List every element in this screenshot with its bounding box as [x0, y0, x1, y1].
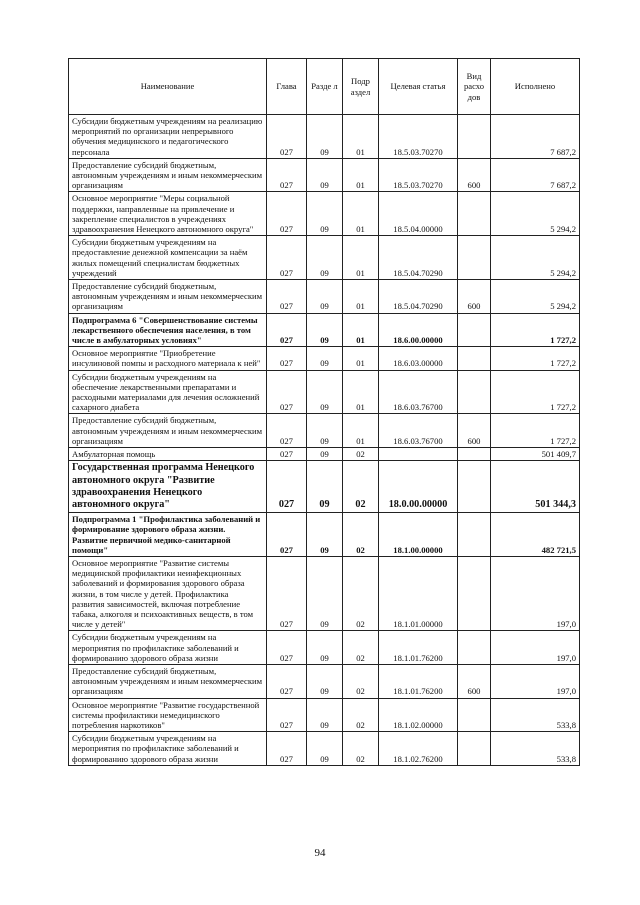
cell-glava: 027 — [267, 732, 307, 766]
table-row — [69, 313, 580, 347]
table-row — [69, 631, 580, 665]
cell-podrazdel: 01 — [343, 313, 379, 347]
cell-podrazdel: 02 — [343, 631, 379, 665]
cell-celevaya: 18.5.04.70290 — [379, 280, 458, 314]
table-row — [69, 414, 580, 448]
cell-name: Основное мероприятие "Приобретение инсулиновой помпы и расходного материала к ней" — [69, 347, 267, 370]
cell-name: Основное мероприятие "Развитие системы медицинской профилактики неинфекционных заболеваний и формирования здорового образа жизни, в том числе у детей. Профилактика развития зависимостей, включая потребление табака, алкоголя и психоактивных веществ, в том числе у детей" — [69, 556, 267, 630]
cell-celevaya: 18.1.01.76200 — [379, 664, 458, 698]
cell-vid: 600 — [458, 158, 491, 192]
cell-celevaya: 18.0.00.00000 — [379, 461, 458, 513]
cell-vid — [458, 461, 491, 513]
cell-razdel: 09 — [307, 698, 343, 732]
header-name: Наименование — [69, 59, 267, 115]
cell-podrazdel: 01 — [343, 414, 379, 448]
cell-name: Основное мероприятие "Меры социальной поддержки, направленные на привлечение и закрепление специалистов в учреждениях здравоохранения Ненецкого автономного округа" — [69, 192, 267, 236]
cell-vid — [458, 192, 491, 236]
cell-name: Предоставление субсидий бюджетным, автономным учреждениям и иным некоммерческим организациям — [69, 414, 267, 448]
cell-name: Подпрограмма 6 "Совершенствование системы лекарственного обеспечения населения, в том числе в амбулаторных условиях" — [69, 313, 267, 347]
table-row — [69, 698, 580, 732]
cell-podrazdel: 02 — [343, 664, 379, 698]
table-row — [69, 732, 580, 766]
header-razdel: Разде л — [307, 59, 343, 115]
cell-name: Субсидии бюджетным учреждениям на мероприятия по профилактике заболеваний и формированию здорового образа жизни — [69, 732, 267, 766]
cell-podrazdel: 02 — [343, 448, 379, 461]
budget-table — [68, 58, 580, 766]
header-vid: Вид расхо дов — [458, 59, 491, 115]
cell-vid: 600 — [458, 414, 491, 448]
cell-razdel: 09 — [307, 347, 343, 370]
table-row — [69, 158, 580, 192]
cell-podrazdel: 02 — [343, 513, 379, 557]
cell-podrazdel: 01 — [343, 236, 379, 280]
cell-celevaya: 18.1.01.00000 — [379, 556, 458, 630]
cell-razdel: 09 — [307, 513, 343, 557]
cell-celevaya: 18.1.00.00000 — [379, 513, 458, 557]
cell-glava: 027 — [267, 461, 307, 513]
cell-glava: 027 — [267, 370, 307, 414]
cell-ispolneno: 1 727,2 — [491, 414, 580, 448]
cell-podrazdel: 01 — [343, 158, 379, 192]
cell-razdel: 09 — [307, 448, 343, 461]
page-number: 94 — [314, 847, 326, 859]
cell-name: Предоставление субсидий бюджетным, автономным учреждениям и иным некоммерческим организациям — [69, 280, 267, 314]
cell-ispolneno: 1 727,2 — [491, 370, 580, 414]
cell-ispolneno: 197,0 — [491, 556, 580, 630]
table-row — [69, 664, 580, 698]
cell-glava: 027 — [267, 448, 307, 461]
cell-name: Предоставление субсидий бюджетным, автономным учреждениям и иным некоммерческим организациям — [69, 664, 267, 698]
cell-celevaya: 18.1.01.76200 — [379, 631, 458, 665]
cell-celevaya: 18.6.03.00000 — [379, 347, 458, 370]
cell-podrazdel: 01 — [343, 370, 379, 414]
cell-celevaya: 18.6.00.00000 — [379, 313, 458, 347]
cell-podrazdel: 01 — [343, 115, 379, 159]
cell-name: Подпрограмма 1 "Профилактика заболеваний и формирование здорового образа жизни. Развитие первичной медико-санитарной помощи" — [69, 513, 267, 557]
table-row — [69, 192, 580, 236]
cell-celevaya: 18.6.03.76700 — [379, 370, 458, 414]
cell-razdel: 09 — [307, 556, 343, 630]
cell-celevaya: 18.6.03.76700 — [379, 414, 458, 448]
cell-glava: 027 — [267, 347, 307, 370]
cell-glava: 027 — [267, 414, 307, 448]
cell-glava: 027 — [267, 158, 307, 192]
cell-ispolneno: 5 294,2 — [491, 280, 580, 314]
cell-ispolneno: 197,0 — [491, 664, 580, 698]
cell-name: Предоставление субсидий бюджетным, автономным учреждениям и иным некоммерческим организациям — [69, 158, 267, 192]
cell-podrazdel: 02 — [343, 732, 379, 766]
cell-ispolneno: 533,8 — [491, 732, 580, 766]
cell-vid — [458, 448, 491, 461]
header-celevaya: Целевая статья — [379, 59, 458, 115]
cell-ispolneno: 1 727,2 — [491, 347, 580, 370]
cell-glava: 027 — [267, 192, 307, 236]
cell-vid — [458, 698, 491, 732]
cell-glava: 027 — [267, 664, 307, 698]
cell-razdel: 09 — [307, 414, 343, 448]
cell-razdel: 09 — [307, 158, 343, 192]
cell-vid — [458, 513, 491, 557]
cell-vid — [458, 347, 491, 370]
cell-podrazdel: 01 — [343, 280, 379, 314]
cell-razdel: 09 — [307, 236, 343, 280]
cell-ispolneno: 5 294,2 — [491, 192, 580, 236]
cell-vid: 600 — [458, 664, 491, 698]
cell-razdel: 09 — [307, 115, 343, 159]
cell-podrazdel: 01 — [343, 192, 379, 236]
cell-ispolneno: 501 409,7 — [491, 448, 580, 461]
cell-name: Субсидии бюджетным учреждениям на предоставление денежной компенсации за наём жилых помещений специалистам бюджетных учреждений — [69, 236, 267, 280]
cell-ispolneno: 197,0 — [491, 631, 580, 665]
cell-glava: 027 — [267, 280, 307, 314]
table-row — [69, 461, 580, 513]
cell-ispolneno: 5 294,2 — [491, 236, 580, 280]
cell-podrazdel: 02 — [343, 698, 379, 732]
cell-glava: 027 — [267, 631, 307, 665]
header-podrazdel: Подр аздел — [343, 59, 379, 115]
cell-celevaya — [379, 448, 458, 461]
table-row — [69, 347, 580, 370]
cell-razdel: 09 — [307, 631, 343, 665]
cell-name: Амбулаторная помощь — [69, 448, 267, 461]
header-glava: Глава — [267, 59, 307, 115]
cell-glava: 027 — [267, 698, 307, 732]
cell-razdel: 09 — [307, 664, 343, 698]
cell-glava: 027 — [267, 115, 307, 159]
cell-razdel: 09 — [307, 461, 343, 513]
cell-razdel: 09 — [307, 280, 343, 314]
cell-vid — [458, 556, 491, 630]
cell-razdel: 09 — [307, 313, 343, 347]
cell-podrazdel: 02 — [343, 556, 379, 630]
cell-vid — [458, 732, 491, 766]
cell-vid — [458, 631, 491, 665]
cell-razdel: 09 — [307, 370, 343, 414]
table-row — [69, 236, 580, 280]
cell-celevaya: 18.1.02.00000 — [379, 698, 458, 732]
cell-name: Субсидии бюджетным учреждениям на мероприятия по профилактике заболеваний и формированию здорового образа жизни — [69, 631, 267, 665]
cell-podrazdel: 02 — [343, 461, 379, 513]
table-row — [69, 280, 580, 314]
table-row — [69, 556, 580, 630]
cell-glava: 027 — [267, 313, 307, 347]
cell-celevaya: 18.5.03.70270 — [379, 115, 458, 159]
cell-vid: 600 — [458, 280, 491, 314]
cell-glava: 027 — [267, 236, 307, 280]
cell-name: Основное мероприятие "Развитие государственной системы профилактики немедицинского потребления наркотиков" — [69, 698, 267, 732]
cell-glava: 027 — [267, 513, 307, 557]
cell-name: Субсидии бюджетным учреждениям на обеспечение лекарственными препаратами и расходными материалами для лечения осложнений сахарного диабета — [69, 370, 267, 414]
table-row — [69, 370, 580, 414]
cell-ispolneno: 533,8 — [491, 698, 580, 732]
header-ispolneno: Исполнено — [491, 59, 580, 115]
cell-razdel: 09 — [307, 192, 343, 236]
cell-name: Субсидии бюджетным учреждениям на реализацию мероприятий по организации непрерывного обучения медицинского и педагогического персонала — [69, 115, 267, 159]
cell-celevaya: 18.5.03.70270 — [379, 158, 458, 192]
table-row — [69, 513, 580, 557]
cell-ispolneno: 482 721,5 — [491, 513, 580, 557]
table-row — [69, 448, 580, 461]
cell-celevaya: 18.5.04.70290 — [379, 236, 458, 280]
cell-name: Государственная программа Ненецкого автономного округа "Развитие здравоохранения Ненецкого автономного округа" — [69, 461, 267, 513]
cell-razdel: 09 — [307, 732, 343, 766]
cell-vid — [458, 236, 491, 280]
table-body — [69, 115, 580, 766]
cell-ispolneno: 501 344,3 — [491, 461, 580, 513]
cell-celevaya: 18.5.04.00000 — [379, 192, 458, 236]
table-row — [69, 115, 580, 159]
cell-celevaya: 18.1.02.76200 — [379, 732, 458, 766]
cell-ispolneno: 7 687,2 — [491, 158, 580, 192]
cell-ispolneno: 1 727,2 — [491, 313, 580, 347]
cell-vid — [458, 313, 491, 347]
cell-vid — [458, 115, 491, 159]
cell-ispolneno: 7 687,2 — [491, 115, 580, 159]
table-header-row — [69, 59, 580, 115]
cell-glava: 027 — [267, 556, 307, 630]
cell-vid — [458, 370, 491, 414]
cell-podrazdel: 01 — [343, 347, 379, 370]
